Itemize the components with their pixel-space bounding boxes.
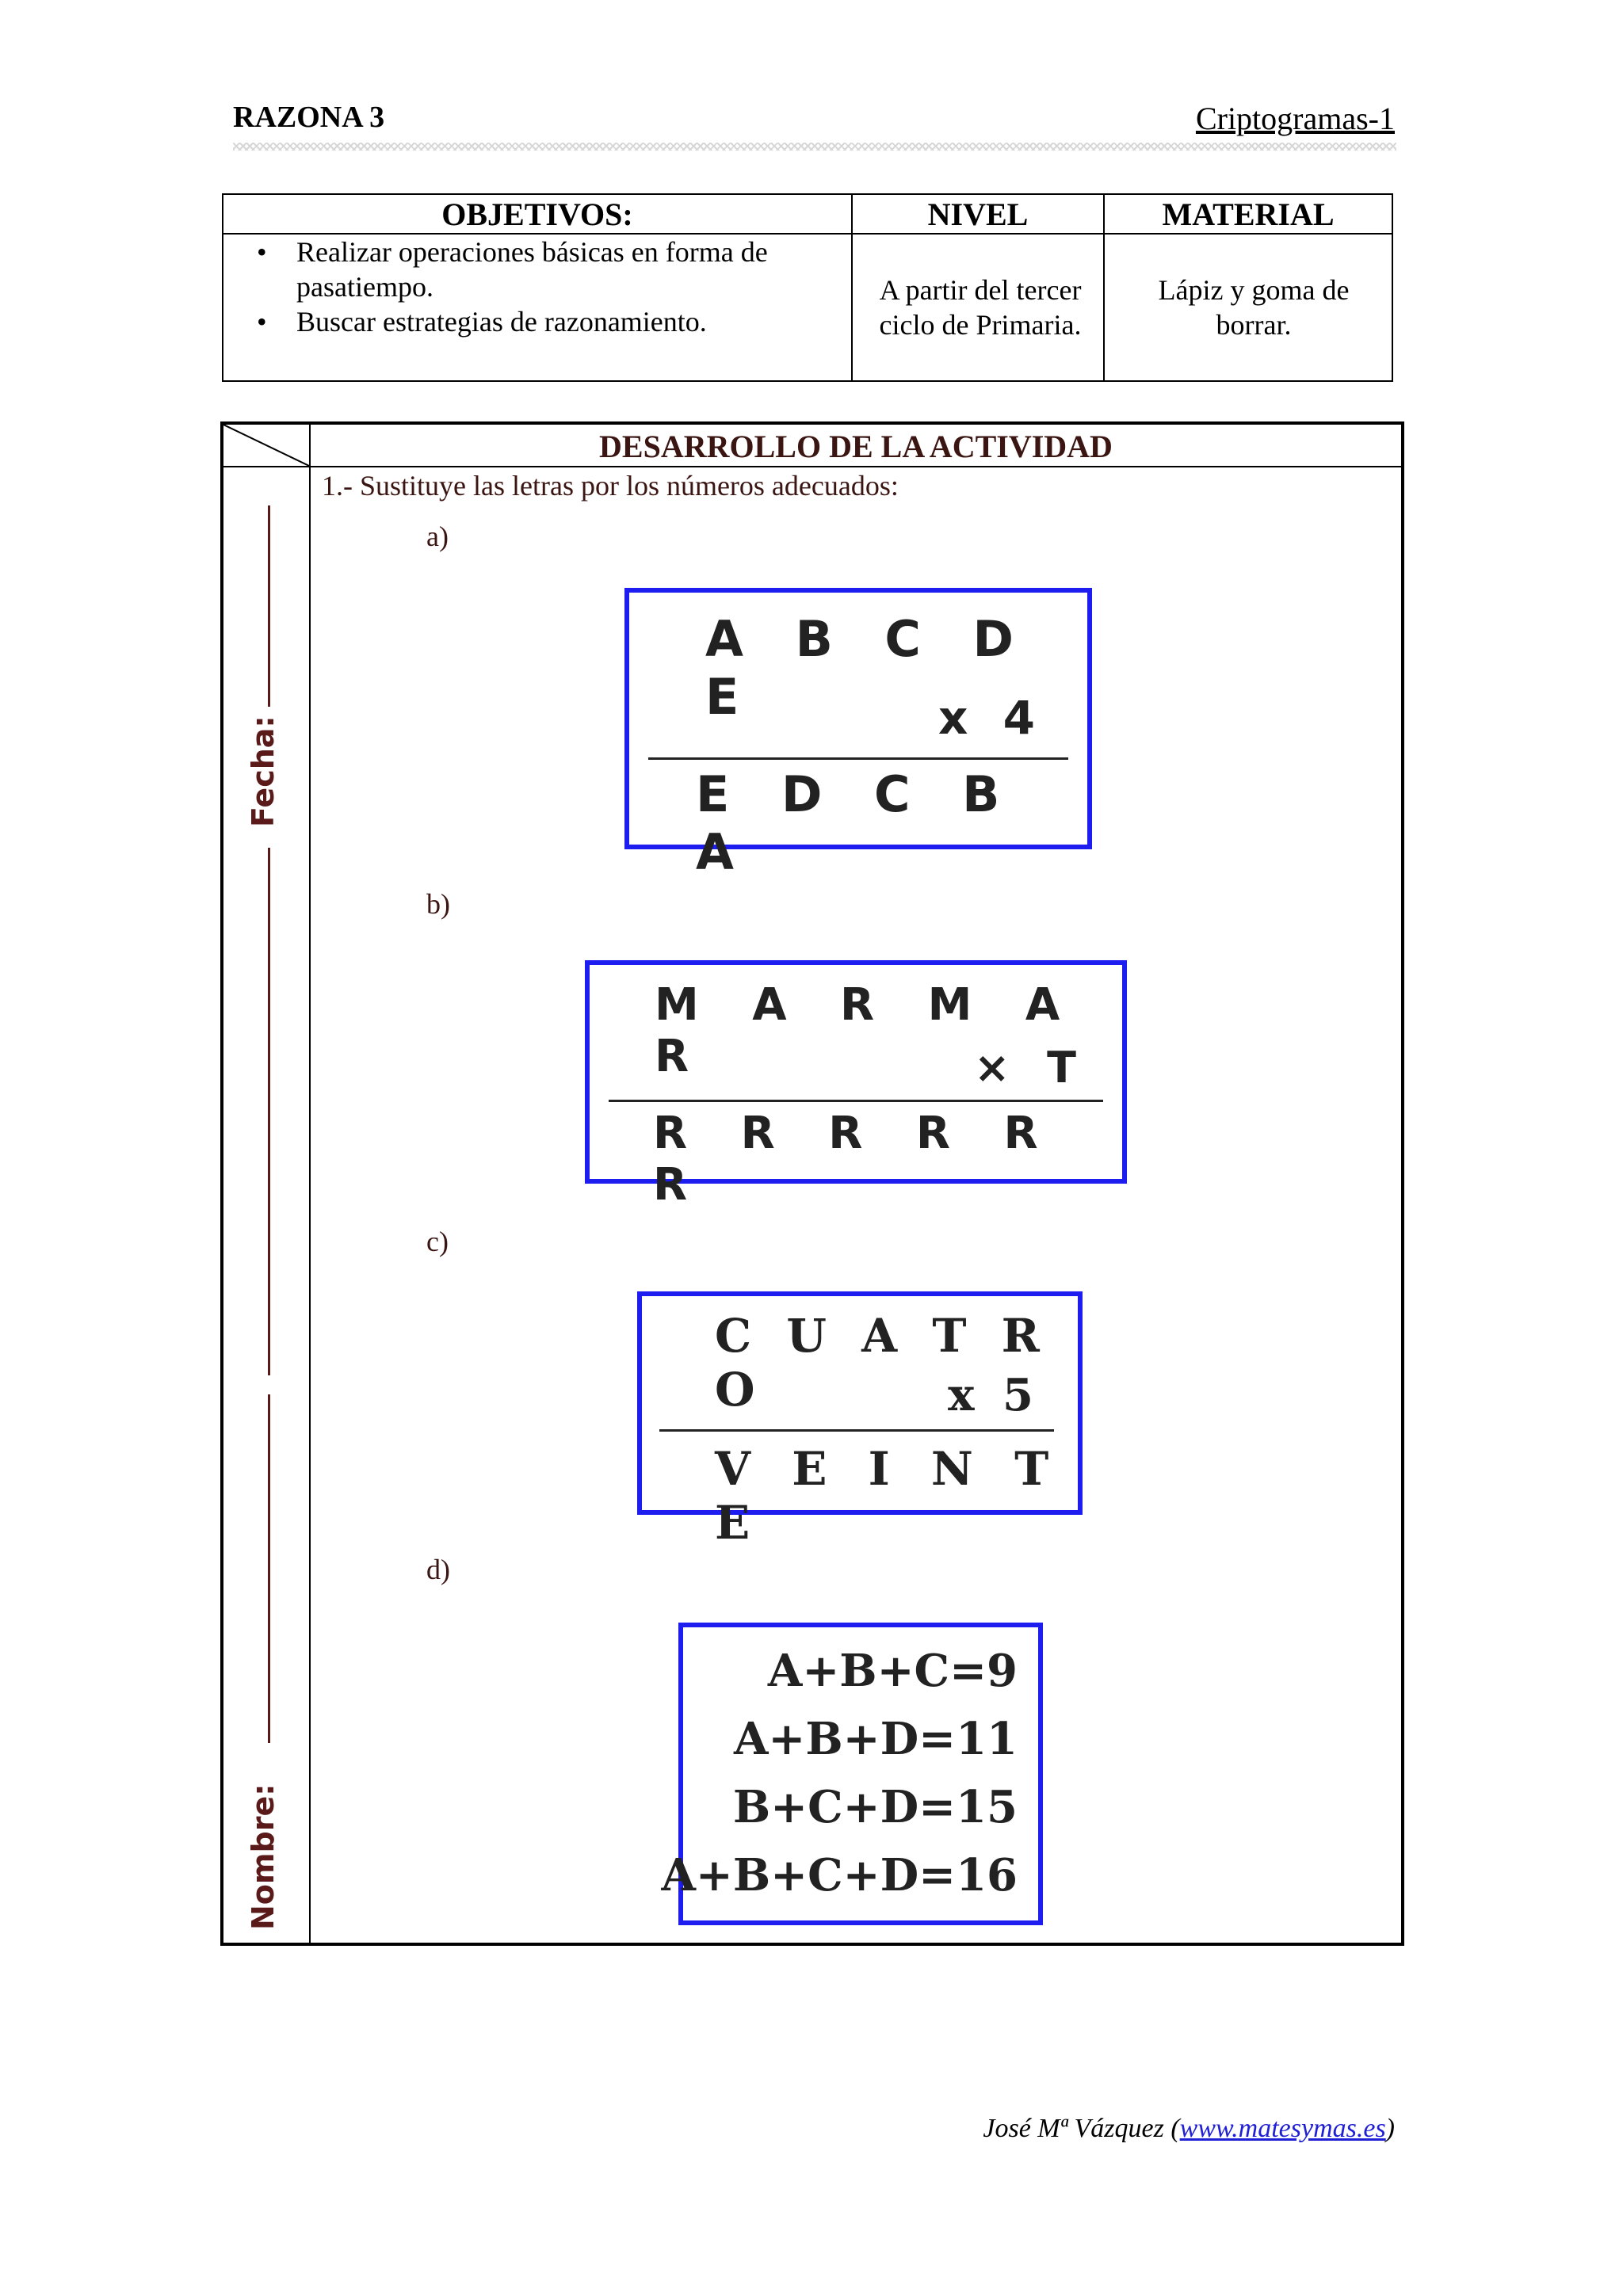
material-value: Lápiz y goma de borrar. — [1158, 274, 1350, 341]
puzzle-a-label: a) — [426, 521, 449, 552]
puzzle-b-top: M A R M A R — [655, 979, 1079, 1082]
puzzle-a-box — [624, 588, 1092, 881]
puzzle-a-top: A B C D E — [705, 610, 1031, 726]
activity-frame — [220, 421, 1404, 1946]
footer-credit — [792, 2114, 1395, 2144]
header-title: RAZONA 3 — [233, 101, 385, 134]
equation: A+B+C+D=16 — [661, 1849, 1018, 1901]
header-divider — [233, 143, 1396, 151]
objectives-table — [222, 193, 1393, 382]
title-divider — [223, 466, 1401, 467]
activity-title: DESARROLLO DE LA ACTIVIDAD — [599, 429, 1113, 464]
fecha-line — [268, 505, 270, 707]
nivel-value: A partir del tercer ciclo de Primaria. — [879, 274, 1082, 341]
nombre-line — [268, 1394, 270, 1743]
puzzle-c-line — [659, 1429, 1054, 1432]
nombre-label: Nombre: — [246, 1783, 281, 1930]
nivel-header: NIVEL — [927, 196, 1029, 232]
equation: B+C+D=15 — [732, 1781, 1018, 1833]
puzzle-c-result: V E I N T E — [715, 1442, 1062, 1550]
objective-item: • Buscar estrategias de razonamiento. — [239, 304, 850, 339]
material-header: MATERIAL — [1162, 196, 1335, 232]
objective-item: • Realizar operaciones básicas en forma de pasatiempo. — [239, 235, 850, 304]
activity-instruction: 1.- Sustituye las letras por los números adecuados: — [322, 470, 899, 502]
footer-link[interactable]: www.matesymas.es — [1179, 2114, 1386, 2143]
puzzle-d-box — [661, 1623, 1043, 1925]
footer-close: ) — [1385, 2114, 1395, 2143]
puzzle-b-result: R R R R R R — [653, 1108, 1057, 1211]
puzzle-c-label: c) — [426, 1226, 449, 1257]
puzzle-b-box — [585, 960, 1127, 1211]
puzzle-c-top: C U A T R O — [715, 1309, 1049, 1417]
puzzle-d-equations — [661, 1637, 1018, 1909]
footer-author: José Mª Vázquez ( — [983, 2114, 1180, 2143]
fecha-label: Fecha: — [246, 715, 281, 827]
puzzle-a-line — [648, 757, 1068, 760]
corner-diagonal — [223, 425, 309, 466]
puzzle-d-label: d) — [426, 1554, 450, 1585]
objectives-list — [239, 235, 850, 339]
puzzle-b-multiplier: × T — [974, 1043, 1076, 1093]
puzzle-a-multiplier: x 4 — [938, 691, 1035, 745]
puzzle-a-result: E D C B A — [696, 765, 1018, 881]
sidebar-divider — [309, 425, 311, 1943]
equation: A+B+D=11 — [733, 1713, 1018, 1765]
equation: A+B+C=9 — [767, 1645, 1018, 1697]
puzzle-c-multiplier: x 5 — [948, 1369, 1033, 1421]
header-subtitle: Criptogramas-1 — [1195, 101, 1395, 136]
fecha-line — [268, 848, 270, 1375]
puzzle-b-label: b) — [426, 888, 450, 920]
puzzle-c-box — [637, 1291, 1083, 1550]
puzzle-b-line — [609, 1100, 1103, 1102]
objectives-header: OBJETIVOS: — [441, 196, 633, 232]
